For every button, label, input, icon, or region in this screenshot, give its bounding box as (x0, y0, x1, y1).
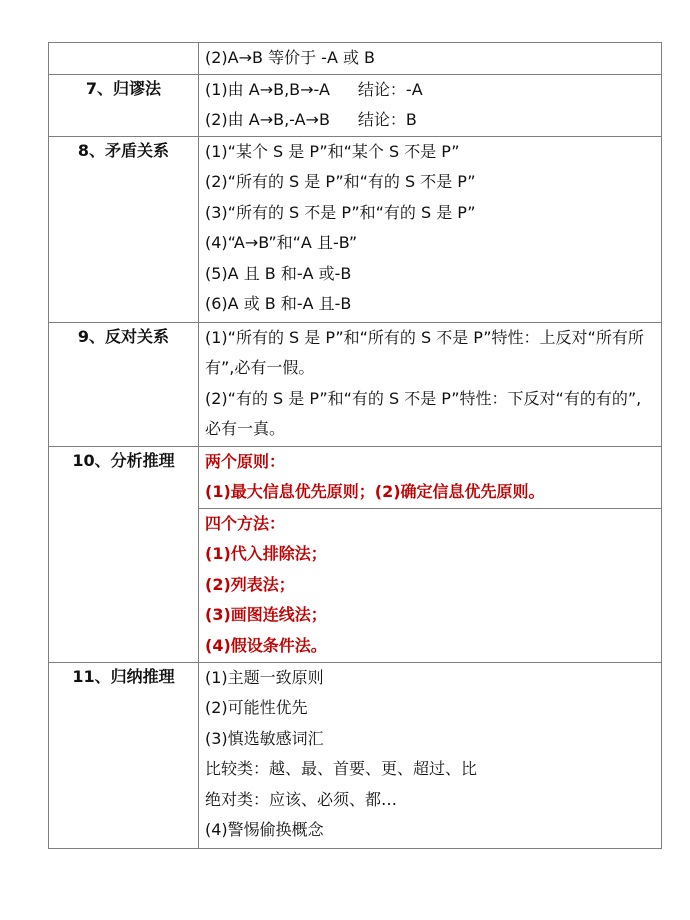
row-8-contradiction (49, 136, 662, 322)
row-10-method-2: (2)列表法； (205, 574, 295, 594)
row-11-line-2: (2)可能性优先 (205, 698, 308, 717)
row-8-line-4: (4)“A→B”和“A 且-B” (205, 233, 358, 252)
row-10-principles (49, 446, 662, 508)
row-10-methods-heading: 四个方法： (205, 513, 286, 533)
row-7-premise-2: (2)由 A→B,-A→B (205, 110, 330, 129)
row-7-line-2 (205, 105, 661, 136)
row-11-label: 11、归纳推理 (49, 662, 199, 848)
row-8-line-1: (1)“某个 S 是 P”和“某个 S 不是 P” (205, 141, 460, 161)
row-8-line-5: (5)A 且 B 和-A 或-B (205, 263, 352, 283)
row-8-label: 8、矛盾关系 (49, 136, 199, 322)
row-7-line-1 (205, 75, 661, 106)
row-9-content (199, 322, 662, 446)
row-6-line: (2)A→B 等价于 -A 或 B (205, 48, 376, 67)
row-8-content (199, 136, 662, 322)
row-6-continuation (49, 43, 662, 75)
row-11-line-6: (4)警惕偷换概念 (205, 820, 324, 839)
row-8-line-6: (6)A 或 B 和-A 且-B (205, 294, 352, 313)
row-11-line-3: (3)慎选敏感词汇 (205, 728, 324, 748)
row-10-label: 10、分析推理 (49, 446, 199, 662)
row-7-conclusion-1: 结论：-A (357, 79, 423, 99)
row-10-method-1: (1)代入排除法； (205, 544, 327, 563)
row-7-premise-1: (1)由 A→B,B→-A (205, 79, 330, 99)
row-7-reductio (49, 74, 662, 136)
row-9-paragraph-1: (1)“所有的 S 是 P”和“所有的 S 不是 P”特性：上反对“所有所有”,必有一假。 (205, 327, 644, 377)
row-10-method-3: (3)画图连线法； (205, 605, 327, 624)
row-11-line-5: 绝对类：应该、必须、都… (205, 789, 398, 809)
row-9-paragraph-2: (2)“有的 S 是 P”和“有的 S 不是 P”特性：下反对“有的有的”,必有一真。 (205, 388, 642, 438)
row-9-contrariety (49, 322, 662, 446)
row-10-principles-content (199, 446, 662, 508)
row-7-label: 7、归谬法 (49, 74, 199, 136)
logic-notes-table (48, 42, 662, 849)
row-11-line-1: (1)主题一致原则 (205, 667, 324, 687)
row-10-methods-content (199, 508, 662, 662)
row-10-principles-text: (1)最大信息优先原则；(2)确定信息优先原则。 (205, 482, 545, 501)
row-7-conclusion-2: 结论：B (357, 110, 417, 129)
row-10-method-4: (4)假设条件法。 (205, 635, 327, 655)
row-11-line-4: 比较类：越、最、首要、更、超过、比 (205, 759, 478, 778)
row-6-content (199, 43, 662, 75)
row-11-induction (49, 662, 662, 848)
row-8-line-2: (2)“所有的 S 是 P”和“有的 S 不是 P” (205, 172, 476, 191)
row-11-content (199, 662, 662, 848)
row-9-label: 9、反对关系 (49, 322, 199, 446)
row-6-label (49, 43, 199, 75)
row-10-principles-heading: 两个原则： (205, 451, 286, 471)
row-7-content (199, 74, 662, 136)
row-8-line-3: (3)“所有的 S 不是 P”和“有的 S 是 P” (205, 202, 476, 222)
